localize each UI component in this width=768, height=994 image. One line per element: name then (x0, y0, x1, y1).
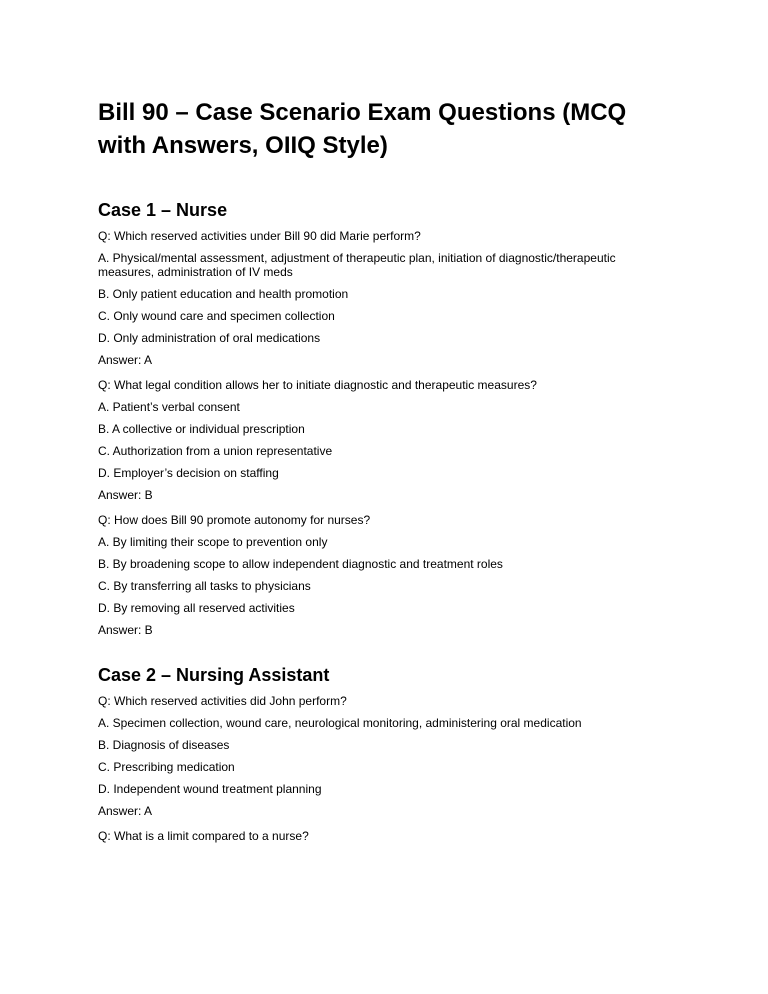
question-block (98, 513, 672, 637)
correct-answer: Answer: A (98, 353, 153, 367)
answer-option: A. Physical/mental assessment, adjustment of therapeutic plan, initiation of diagnostic/therapeutic measures, administration of IV meds (98, 251, 616, 279)
question-block (98, 229, 672, 367)
question-text: Q: What legal condition allows her to initiate diagnostic and therapeutic measures? (98, 378, 537, 392)
answer-option: C. By transferring all tasks to physicians (98, 579, 311, 593)
answer-option: C. Only wound care and specimen collection (98, 309, 335, 323)
case-section (98, 199, 672, 637)
answer-option: A. Patient’s verbal consent (98, 400, 240, 414)
question-text: Q: How does Bill 90 promote autonomy for nurses? (98, 513, 371, 527)
case-section (98, 664, 672, 843)
correct-answer: Answer: A (98, 804, 153, 818)
question-block (98, 694, 672, 818)
question-text: Q: Which reserved activities did John perform? (98, 694, 347, 708)
answer-option: D. Independent wound treatment planning (98, 782, 322, 796)
answer-option: D. By removing all reserved activities (98, 601, 295, 615)
page-title: Bill 90 – Case Scenario Exam Questions (MCQ with Answers, OIIQ Style) (98, 99, 627, 159)
question-block (98, 378, 672, 502)
case-heading: Case 1 – Nurse (98, 200, 228, 220)
answer-option: C. Prescribing medication (98, 760, 235, 774)
answer-option: D. Employer’s decision on staffing (98, 466, 279, 480)
question-text: Q: What is a limit compared to a nurse? (98, 829, 309, 843)
answer-option: A. Specimen collection, wound care, neurological monitoring, administering oral medication (98, 716, 582, 730)
correct-answer: Answer: B (98, 623, 153, 637)
question-text: Q: Which reserved activities under Bill 90 did Marie perform? (98, 229, 421, 243)
case-heading: Case 2 – Nursing Assistant (98, 665, 330, 685)
answer-option: B. Diagnosis of diseases (98, 738, 230, 752)
answer-option: B. By broadening scope to allow independent diagnostic and treatment roles (98, 557, 503, 571)
answer-option: B. Only patient education and health promotion (98, 287, 349, 301)
answer-option: D. Only administration of oral medications (98, 331, 321, 345)
question-block (98, 829, 672, 843)
answer-option: A. By limiting their scope to prevention only (98, 535, 328, 549)
answer-option: C. Authorization from a union representative (98, 444, 333, 458)
answer-option: B. A collective or individual prescription (98, 422, 305, 436)
correct-answer: Answer: B (98, 488, 153, 502)
